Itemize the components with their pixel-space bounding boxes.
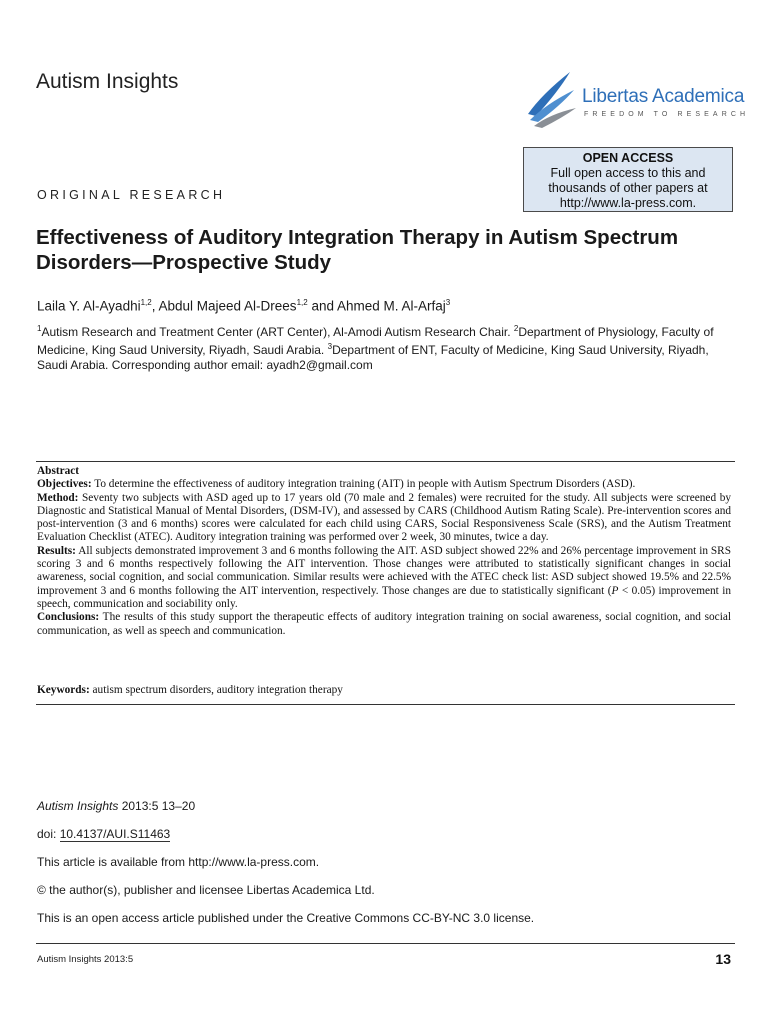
author-name: Laila Y. Al-Ayadhi: [37, 298, 141, 314]
page-number: 13: [715, 951, 731, 967]
abstract-heading: Abstract: [37, 465, 80, 477]
footer-journal: Autism Insights 2013:5: [37, 954, 134, 965]
affiliation-marker: 2: [513, 324, 519, 333]
doi-label: doi:: [37, 827, 60, 841]
affiliation-text: Autism Research and Treatment Center (ART Center), Al-Amodi Autism Research Chair.: [41, 325, 514, 339]
p-value-symbol: P: [611, 584, 619, 597]
abstract-top-rule: [36, 461, 735, 462]
keywords-label: Keywords:: [37, 684, 90, 696]
citation-details: 2013:5 13–20: [118, 799, 196, 813]
affiliations: [37, 322, 727, 372]
author-name: Ahmed M. Al-Arfaj: [336, 298, 446, 314]
publisher-logo: [524, 68, 750, 130]
author-affiliation-marker: 1,2: [140, 298, 152, 307]
conclusions-label: Conclusions:: [37, 611, 100, 624]
copyright-line: © the author(s), publisher and licensee Libertas Academica Ltd.: [37, 883, 375, 897]
affiliation-marker: 3: [327, 341, 333, 351]
abstract-method: [37, 492, 731, 545]
conclusions-text: The results of this study support the therapeutic effects of auditory integration training on social awareness, social cognition, and social communication, as well as speech and communication.: [37, 611, 731, 637]
footer-rule: [36, 943, 735, 944]
abstract-conclusions: [37, 611, 731, 638]
affiliation-marker: 1: [37, 324, 42, 333]
abstract-bottom-rule: [36, 704, 735, 705]
results-text: All subjects demonstrated improvement 3 and 6 months following the AIT. ASD subject showed 22% and 26% percentage improvement in SRS scoring 3 and 6 months respectively following the AIT intervention. Those changes were attributed to statistically significant changes in social awareness, social cognition, and social communication. Similar results were achieved with the ATEC check list: ASD subject showed 19.5% and 22.5% improvement 3 and 6 months following the AIT intervention, respectively. Those changes are due to statistically significant (: [37, 544, 731, 597]
open-access-url[interactable]: http://www.la-press.com.: [559, 196, 697, 210]
license-line: This is an open access article published under the Creative Commons CC-BY-NC 3.0 license.: [37, 911, 535, 925]
keywords: [37, 684, 343, 696]
author-list: [37, 298, 450, 314]
open-access-line-1: Full open access to this and: [550, 166, 706, 180]
citation-journal: Autism Insights: [37, 799, 119, 813]
publisher-tagline: FREEDOM TO RESEARCH: [584, 111, 750, 118]
open-access-line-2: thousands of other papers at: [548, 181, 708, 195]
author-affiliation-marker: 3: [445, 298, 451, 307]
availability-line: This article is available from http://www.la-press.com.: [37, 855, 320, 869]
author-separator: and: [307, 298, 337, 314]
results-text-end: < 0.05) improvement in speech, communication and sociability only.: [37, 584, 731, 610]
doi-link[interactable]: 10.4137/AUI.S11463: [59, 827, 171, 841]
article-title: Effectiveness of Auditory Integration Therapy in Autism Spectrum Disorders—Prospective Study: [36, 226, 679, 274]
method-text: Seventy two subjects with ASD aged up to 17 years old (70 male and 2 females) were recruited for the study. All subjects were screened by Diagnostic and Statistical Manual of Mental Disorders, (DSM-IV), and assessed by CARS (Childhood Autism Rating Scale). Pre-intervention scores and post-intervention (3 and 6 months) scores were calculated for each child using CARS, Social Responsiveness Scale (SRS), and the Autism Treatment Evaluation Checklist (ATEC). Auditory integration training was performed over 2 week, 30 minutes, twice a day.: [37, 491, 731, 544]
author-name: Abdul Majeed Al-Drees: [158, 298, 297, 314]
article-category: ORIGINAL RESEARCH: [37, 188, 226, 202]
keywords-text: autism spectrum disorders, auditory integration therapy: [89, 684, 343, 696]
feather-logo-icon: [524, 68, 580, 128]
affiliation-text: Department of Physiology, Faculty of Medicine, King Saud University, Riyadh, Saudi Arabia.: [37, 325, 714, 357]
abstract-results: [37, 545, 731, 611]
objectives-text: To determine the effectiveness of auditory integration training (AIT) in people with Autism Spectrum Disorders (ASD).: [91, 478, 636, 491]
objectives-label: Objectives:: [37, 478, 92, 491]
doi-line: [37, 827, 170, 841]
author-affiliation-marker: 1,2: [296, 298, 308, 307]
publisher-name: Libertas Academica: [582, 86, 745, 107]
author-separator: ,: [151, 298, 159, 314]
method-label: Method:: [37, 491, 79, 504]
results-label: Results:: [37, 544, 76, 557]
abstract-objectives: [37, 478, 731, 491]
open-access-title: OPEN ACCESS: [582, 151, 674, 165]
citation-line: [37, 799, 195, 813]
journal-name: Autism Insights: [36, 70, 179, 93]
open-access-box: [523, 147, 733, 212]
affiliation-text: Department of ENT, Faculty of Medicine, King Saud University, Riyadh, Saudi Arabia. Corresponding author email: ayadh2@gmail.com: [37, 342, 709, 372]
abstract-section: [37, 465, 731, 638]
